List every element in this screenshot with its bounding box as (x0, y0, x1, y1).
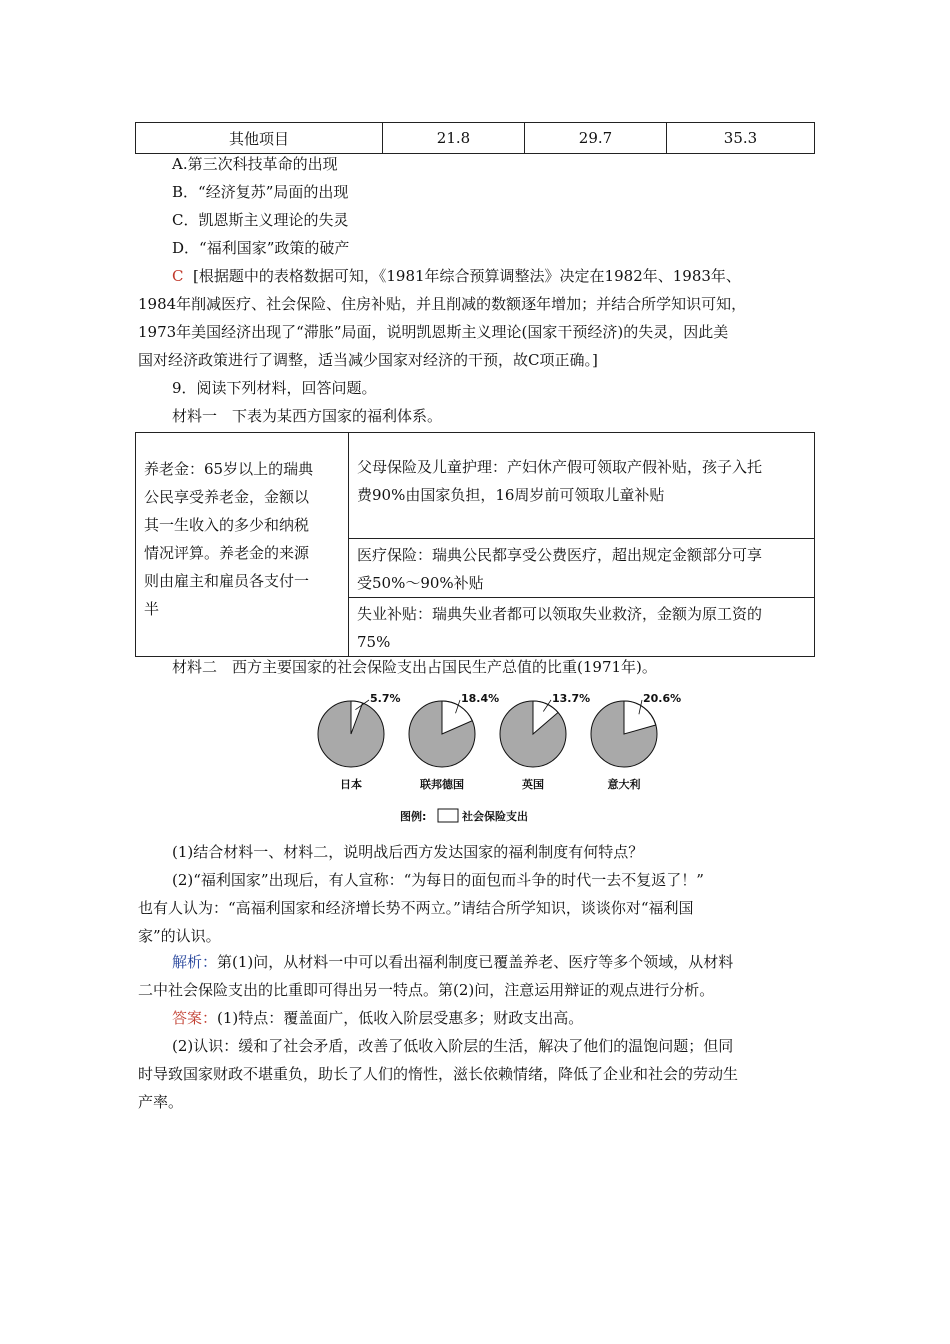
legend-label: 社会保险支出 (462, 810, 528, 823)
answer9-line-3: 时导致国家财政不堪重负，助长了人们的惰性，滋长依赖情绪，降低了企业和社会的劳动生 (138, 1065, 739, 1083)
medical-insurance-cell: 医疗保险：瑞典公民都享受公费医疗，超出规定金额部分可享 受50%～90%补贴 (349, 539, 815, 598)
material-1-caption: 材料一 下表为某西方国家的福利体系。 (172, 407, 443, 425)
row-label: 其他项目 (136, 123, 383, 154)
answer9-line-1: 答案：(1)特点：覆盖面广，低收入阶层受惠多；财政支出高。 (172, 1009, 584, 1027)
option-a: A.第三次科技革命的出现 (172, 155, 338, 173)
material-2-caption: 材料二 西方主要国家的社会保险支出占国民生产总值的比重(1971年)。 (172, 658, 657, 676)
answer-tag: 答案： (172, 1009, 218, 1027)
legend (400, 809, 528, 823)
pie-value-label-3: 20.6% (643, 692, 682, 705)
answer8-line-4: 国对经济政策进行了调整，适当减少国家对经济的干预，故C项正确。] (138, 351, 598, 369)
pie-value-label-0: 5.7% (370, 692, 401, 705)
q9-sub2-line-2: 也有人认为：“高福利国家和经济增长势不两立。”请结合所学知识，谈谈你对“福利国 (138, 899, 694, 917)
q9-title: 9．阅读下列材料，回答问题。 (172, 379, 377, 397)
pie-value-label-1: 18.4% (461, 692, 500, 705)
budget-table-row (135, 122, 815, 154)
pie-country-label-1: 联邦德国 (420, 778, 464, 791)
pie-value-label-2: 13.7% (552, 692, 591, 705)
q9-sub2-line-3: 家”的认识。 (138, 927, 221, 945)
cell-1984: 35.3 (667, 123, 815, 154)
answer8-line-2: 1984年削减医疗、社会保险、住房补贴，并且削减的数额逐年增加；并结合所学知识可知， (138, 295, 747, 313)
answer8-line-3: 1973年美国经济出现了“滞胀”局面，说明凯恩斯主义理论(国家干预经济)的失灵，因此美 (138, 323, 729, 341)
answer-letter: C (172, 267, 184, 285)
cell-1982: 21.8 (383, 123, 525, 154)
option-c: C．凯恩斯主义理论的失灵 (172, 211, 349, 229)
welfare-table (135, 432, 815, 657)
option-b: B．“经济复苏”局面的出现 (172, 183, 349, 201)
analysis-tag: 解析： (172, 953, 218, 971)
answer9-line-4: 产率。 (138, 1093, 184, 1111)
legend-prefix: 图例: (400, 810, 427, 823)
pension-cell: 养老金：65岁以上的瑞典 公民享受养老金，金额以 其一生收入的多少和纳税 情况评算。养老金的来源 则由雇主和雇员各支付一 半 (136, 433, 349, 657)
cell-1983: 29.7 (525, 123, 667, 154)
pie-country-label-3: 意大利 (607, 778, 641, 791)
pie-country-label-0: 日本 (340, 778, 362, 791)
analysis-line-1: 解析：第(1)问，从材料一中可以看出福利制度已覆盖养老、医疗等多个领域，从材料 (172, 953, 734, 971)
option-d: D．“福利国家”政策的破产 (172, 239, 350, 257)
answer8-line-1: C [根据题中的表格数据可知，《1981年综合预算调整法》决定在1982年、1983年、 (172, 267, 741, 285)
unemployment-cell: 失业补贴：瑞典失业者都可以领取失业救济，金额为原工资的 75% (349, 598, 815, 657)
legend-swatch (438, 809, 458, 822)
q9-sub1: (1)结合材料一、材料二，说明战后西方发达国家的福利制度有何特点？ (172, 843, 644, 861)
pie-charts (300, 686, 682, 826)
analysis-line-2: 二中社会保险支出的比重即可得出另一特点。第(2)问，注意运用辩证的观点进行分析。 (138, 981, 715, 999)
q9-sub2-line-1: (2)“福利国家”出现后，有人宣称：“为每日的面包而斗争的时代一去不复返了！” (172, 871, 704, 889)
parent-insurance-cell: 父母保险及儿童护理：产妇休产假可领取产假补贴，孩子入托 费90%由国家负担，16周岁前可领取儿童补贴 (349, 433, 815, 539)
answer9-line-2: (2)认识：缓和了社会矛盾，改善了低收入阶层的生活，解决了他们的温饱问题；但同 (172, 1037, 734, 1055)
pie-country-label-2: 英国 (522, 778, 544, 791)
